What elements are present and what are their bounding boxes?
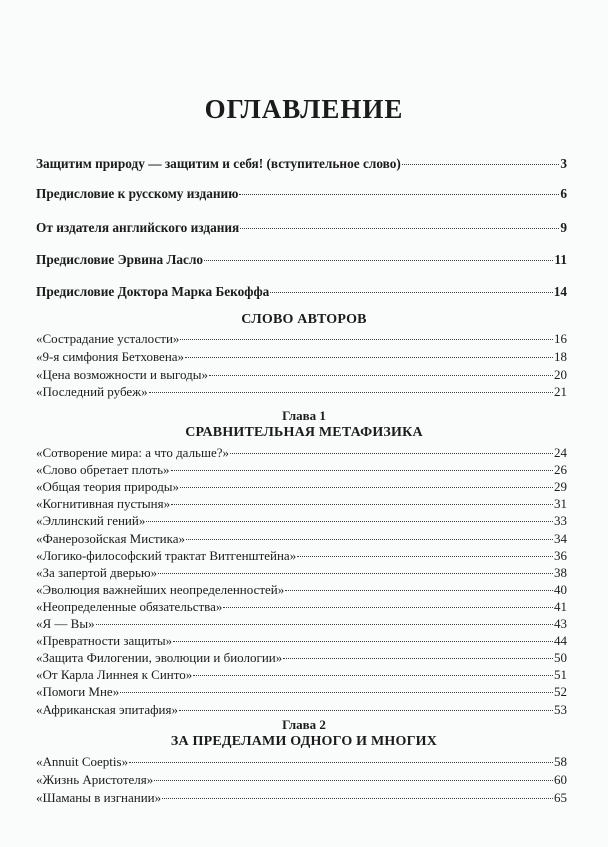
toc-entry-title: «Помоги Мне» xyxy=(36,684,120,700)
toc-entry-title: «Последний рубеж» xyxy=(36,384,148,399)
dot-leader xyxy=(283,658,553,659)
toc-entry-title: Предисловие Доктора Марка Бекоффа xyxy=(36,284,270,299)
toc-entry-title: «Защита Филогении, эволюции и биологии» xyxy=(36,650,283,666)
toc-entry-title: «Эволюция важнейших неопределенностей» xyxy=(36,581,285,597)
toc-entry-title: «Слово обретает плоть» xyxy=(36,462,170,478)
dot-leader xyxy=(154,780,553,781)
toc-entry[interactable] xyxy=(36,384,567,400)
toc-entry[interactable] xyxy=(36,599,567,615)
dot-leader xyxy=(179,710,553,711)
dot-leader xyxy=(158,573,553,574)
toc-entry-page: 65 xyxy=(554,790,567,805)
toc-entry[interactable] xyxy=(36,616,567,632)
toc-entry-page: 51 xyxy=(554,667,567,683)
toc-entry-page: 24 xyxy=(554,445,567,460)
page-title: ОГЛАВЛЕНИЕ xyxy=(204,94,404,124)
toc-entry-page: 20 xyxy=(554,367,567,382)
toc-entry[interactable] xyxy=(36,513,567,529)
dot-leader xyxy=(204,260,553,261)
dot-leader xyxy=(270,292,552,293)
toc-entry[interactable] xyxy=(36,186,567,202)
toc-entry-page: 53 xyxy=(554,701,567,717)
toc-entry[interactable] xyxy=(36,156,567,172)
dot-leader xyxy=(173,641,553,642)
toc-entry-page: 33 xyxy=(554,513,567,529)
toc-entry[interactable] xyxy=(36,496,567,512)
toc-entry-page: 14 xyxy=(553,284,567,299)
toc-entry-page: 6 xyxy=(560,186,567,201)
toc-entry-title: «От Карла Линнея к Синто» xyxy=(36,667,193,683)
toc-entry[interactable] xyxy=(36,633,567,649)
toc-entry-title: Предисловие к русскому изданию xyxy=(36,186,239,201)
toc-entry-page: 58 xyxy=(554,754,567,769)
dot-leader xyxy=(239,194,559,195)
dot-leader xyxy=(193,675,553,676)
dot-leader xyxy=(297,556,553,557)
toc-entry-title: «Annuit Coeptis» xyxy=(36,754,129,769)
dot-leader xyxy=(96,624,553,625)
toc-entry-page: 18 xyxy=(554,349,567,364)
dot-leader xyxy=(171,504,553,505)
dot-leader xyxy=(120,692,553,693)
dot-leader xyxy=(180,339,553,340)
dot-leader xyxy=(186,539,553,540)
dot-leader xyxy=(230,453,553,454)
toc-entry-page: 3 xyxy=(560,156,567,171)
toc-entry-page: 36 xyxy=(554,547,567,563)
toc-entry[interactable] xyxy=(36,367,567,383)
toc-entry-page: 29 xyxy=(554,479,567,495)
toc-entry[interactable] xyxy=(36,684,567,700)
toc-entry[interactable] xyxy=(36,284,567,300)
dot-leader xyxy=(180,487,553,488)
dot-leader xyxy=(146,521,553,522)
dot-leader xyxy=(402,164,560,165)
toc-entry-title: «Шаманы в изгнании» xyxy=(36,790,162,805)
dot-leader xyxy=(223,607,553,608)
toc-entry[interactable] xyxy=(36,531,567,547)
chapter2-label: Глава 2 xyxy=(282,717,326,732)
toc-entry-page: 60 xyxy=(554,772,567,787)
toc-entry-title: «Неопределенные обязательства» xyxy=(36,598,223,614)
toc-entry-page: 16 xyxy=(554,331,567,346)
toc-entry-page: 44 xyxy=(554,633,567,649)
chapter1-label: Глава 1 xyxy=(282,408,326,423)
toc-entry-page: 21 xyxy=(554,384,567,399)
toc-entry-page: 31 xyxy=(554,496,567,512)
toc-entry[interactable] xyxy=(36,702,567,718)
toc-entry-title: «За запертой дверью» xyxy=(36,564,158,580)
toc-entry-page: 26 xyxy=(554,462,567,478)
dot-leader xyxy=(209,375,553,376)
toc-entry-page: 11 xyxy=(554,252,567,267)
toc-entry-title: «Логико-философский трактат Витгенштейна» xyxy=(36,547,297,563)
toc-entry-title: «Фанерозойская Мистика» xyxy=(36,530,185,546)
chapter2-heading: ЗА ПРЕДЕЛАМИ ОДНОГО И МНОГИХ xyxy=(170,734,438,749)
toc-entry-title: «Я — Вы» xyxy=(36,616,95,631)
toc-entry-title: «Общая теория природы» xyxy=(36,479,180,495)
toc-entry[interactable] xyxy=(36,445,567,461)
toc-entry[interactable] xyxy=(36,548,567,564)
toc-entry[interactable] xyxy=(36,331,567,347)
toc-entry[interactable] xyxy=(36,650,567,666)
toc-entry-title: «Превратности защиты» xyxy=(36,633,173,649)
toc-entry[interactable] xyxy=(36,462,567,478)
toc-entry-title: «Африканская эпитафия» xyxy=(36,701,178,717)
toc-entry-title: «Цена возможности и выгоды» xyxy=(36,367,209,382)
toc-entry-page: 38 xyxy=(554,564,567,580)
dot-leader xyxy=(240,228,559,229)
dot-leader xyxy=(285,590,553,591)
toc-entry[interactable] xyxy=(36,790,567,806)
toc-entry-page: 41 xyxy=(554,598,567,614)
dot-leader xyxy=(171,470,553,471)
toc-entry-title: «9-я симфония Бетховена» xyxy=(36,349,185,364)
toc-entry-title: Предисловие Эрвина Ласло xyxy=(36,252,204,267)
dot-leader xyxy=(185,357,553,358)
toc-entry-page: 52 xyxy=(554,684,567,700)
dot-leader xyxy=(162,798,553,799)
toc-entry-title: «Когнитивная пустыня» xyxy=(36,496,171,512)
dot-leader xyxy=(149,392,553,393)
toc-entry-title: Защитим природу — защитим и себя! (вступительное слово) xyxy=(36,156,401,171)
toc-entry-page: 34 xyxy=(554,530,567,546)
toc-entry-title: От издателя английского издания xyxy=(36,220,240,235)
toc-entry[interactable] xyxy=(36,349,567,365)
authors-heading: СЛОВО АВТОРОВ xyxy=(241,312,367,327)
toc-entry[interactable] xyxy=(36,582,567,598)
toc-entry[interactable] xyxy=(36,667,567,683)
toc-entry-title: «Сотворение мира: а что дальше?» xyxy=(36,445,230,460)
toc-entry-page: 50 xyxy=(554,650,567,666)
toc-entry-title: «Сострадание усталости» xyxy=(36,331,180,346)
toc-entry[interactable] xyxy=(36,479,567,495)
toc-entry-page: 9 xyxy=(560,220,567,235)
toc-entry[interactable] xyxy=(36,220,567,236)
toc-entry-title: «Эллинский гений» xyxy=(36,513,146,529)
toc-entry-page: 40 xyxy=(554,581,567,597)
toc-entry[interactable] xyxy=(36,565,567,581)
dot-leader xyxy=(129,762,553,763)
toc-entry-page: 43 xyxy=(554,616,567,631)
toc-entry[interactable] xyxy=(36,754,567,770)
toc-entry-title: «Жизнь Аристотеля» xyxy=(36,772,154,787)
toc-entry[interactable] xyxy=(36,252,567,268)
toc-entry[interactable] xyxy=(36,772,567,788)
chapter1-heading: СРАВНИТЕЛЬНАЯ МЕТАФИЗИКА xyxy=(185,425,423,440)
